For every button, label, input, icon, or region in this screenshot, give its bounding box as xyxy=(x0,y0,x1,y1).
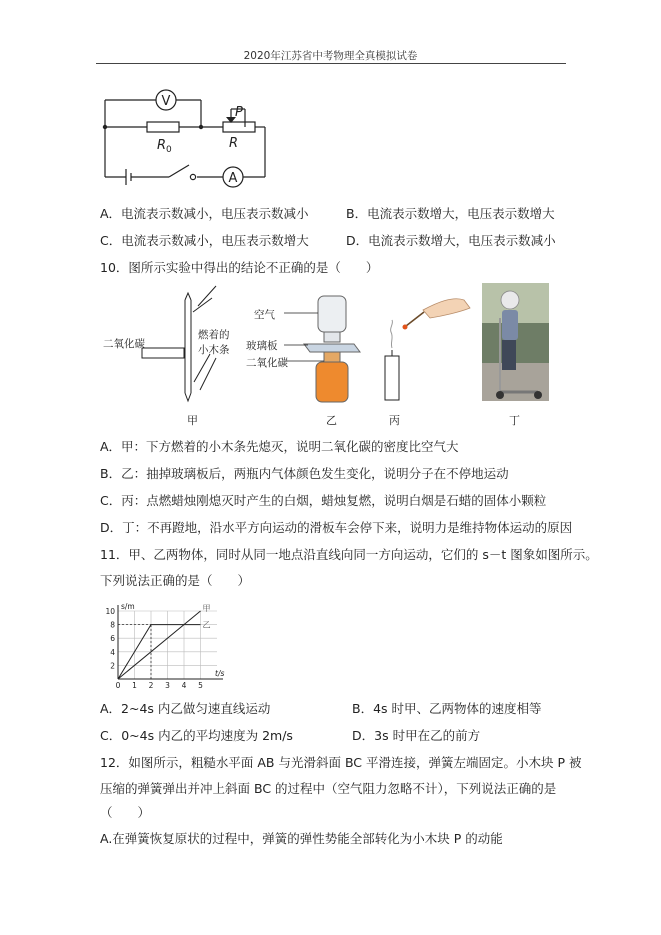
voltmeter-label: V xyxy=(161,94,171,109)
r0-subscript: 0 xyxy=(166,145,172,155)
slider-label: P xyxy=(235,105,243,120)
series-label-1: 甲 xyxy=(202,604,211,613)
page-header: 2020年江苏省中考物理全真模拟试卷 xyxy=(243,50,418,62)
y-axis-label: s/m xyxy=(121,602,135,611)
q10-stem: 10．图所示实验中得出的结论不正确的是（ ） xyxy=(100,260,379,275)
circuit-diagram xyxy=(95,85,275,190)
y-tick-label: 2 xyxy=(110,661,115,671)
q12-option-a: A.在弹簧恢复原状的过程中，弹簧的弹性势能全部转化为小木块 P 的动能 xyxy=(100,831,503,846)
q10-option-b: B．乙：抽掉玻璃板后，两瓶内气体颜色发生变化，说明分子在不停地运动 xyxy=(100,466,509,481)
x-axis-label: t/s xyxy=(215,669,225,678)
label-burning-1: 燃着的 xyxy=(198,329,230,341)
q11-option-c: C．0~4s 内乙的平均速度为 2m/s xyxy=(100,728,293,743)
label-co2-b: 二氧化碳 xyxy=(246,357,288,369)
q10-option-c: C．丙：点燃蜡烛刚熄灭时产生的白烟，蜡烛复燃，说明白烟是石蜡的固体小颗粒 xyxy=(100,493,547,508)
q9-option-d: D．电流表示数增大，电压表示数减小 xyxy=(346,233,556,248)
y-tick-label: 8 xyxy=(110,620,115,630)
q12-line3: （ ） xyxy=(100,805,151,820)
x-tick-label: 0 xyxy=(115,681,121,690)
label-air: 空气 xyxy=(254,309,275,321)
label-bing: 丙 xyxy=(389,414,400,427)
y-tick-label: 10 xyxy=(105,607,115,616)
y-tick-label: 4 xyxy=(110,647,115,657)
y-tick-label: 6 xyxy=(110,634,115,644)
q11-stem-line2: 下列说法正确的是（ ） xyxy=(100,573,251,588)
label-yi: 乙 xyxy=(326,414,337,427)
q9-option-c: C．电流表示数减小，电压表示数增大 xyxy=(100,233,309,248)
q11-option-b: B．4s 时甲、乙两物体的速度相等 xyxy=(352,701,542,716)
header-divider xyxy=(96,63,566,64)
series-line-1 xyxy=(118,611,201,679)
q10-option-a: A．甲：下方燃着的小木条先熄灭，说明二氧化碳的密度比空气大 xyxy=(100,439,459,454)
label-co2: 二氧化碳 xyxy=(103,338,145,350)
x-tick-label: 4 xyxy=(181,681,187,690)
q12-line2: 压缩的弹簧弹出并冲上斜面 BC 的过程中（空气阻力忽略不计），下列说法正确的是 xyxy=(100,781,557,796)
st-chart xyxy=(98,592,248,692)
q9-option-b: B．电流表示数增大，电压表示数增大 xyxy=(346,206,555,221)
q9-option-a: A．电流表示数减小，电压表示数减小 xyxy=(100,206,309,221)
label-burning-2: 小木条 xyxy=(198,344,230,356)
q11-option-a: A．2~4s 内乙做匀速直线运动 xyxy=(100,701,271,716)
x-tick-label: 5 xyxy=(198,681,203,690)
label-glass: 玻璃板 xyxy=(246,340,278,352)
x-tick-label: 3 xyxy=(165,681,170,690)
r0-label: R xyxy=(157,138,167,153)
r-label: R xyxy=(229,136,239,151)
label-ding: 丁 xyxy=(509,414,520,427)
series-label-2: 乙 xyxy=(202,620,211,630)
q10-figure xyxy=(98,278,558,428)
x-tick-label: 1 xyxy=(132,681,137,690)
q11-stem-line1: 11．甲、乙两物体，同时从同一地点沿直线向同一方向运动，它们的 s－t 图象如图所示。 xyxy=(100,547,598,562)
q10-option-d: D．丁：不再蹬地，沿水平方向运动的滑板车会停下来，说明力是维持物体运动的原因 xyxy=(100,520,573,535)
label-jia: 甲 xyxy=(187,414,198,427)
x-tick-label: 2 xyxy=(148,681,154,690)
ammeter-label: A xyxy=(228,171,238,186)
q12-line1: 12．如图所示，粗糙水平面 AB 与光滑斜面 BC 平滑连接，弹簧左端固定。小木块 P 被 xyxy=(100,755,582,770)
q11-option-d: D．3s 时甲在乙的前方 xyxy=(352,728,481,743)
